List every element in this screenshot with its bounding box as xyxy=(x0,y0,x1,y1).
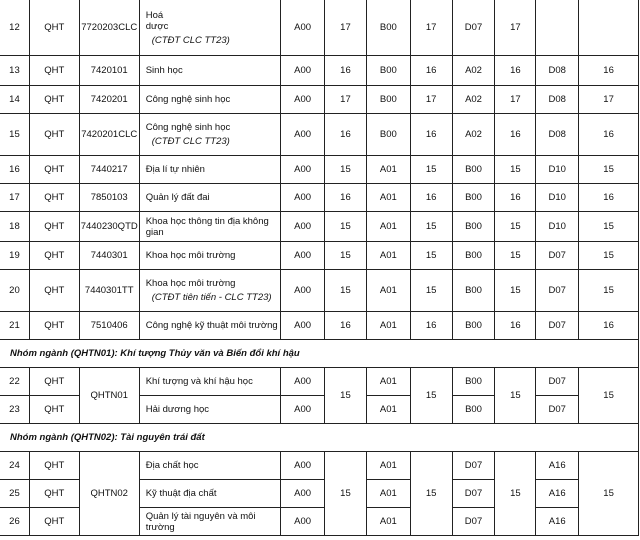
combo-4-cell: D10 xyxy=(536,212,579,242)
school-code-cell: QHT xyxy=(29,86,79,114)
combo-4-cell: A16 xyxy=(536,480,579,508)
stt-cell: 18 xyxy=(0,212,29,242)
combo-4-cell: D07 xyxy=(536,270,579,312)
score-3-cell: 17 xyxy=(495,0,536,56)
score-4-cell: 16 xyxy=(579,56,639,86)
table-row xyxy=(0,156,639,184)
major-name-cell: Quản lý tài nguyên và môi trường xyxy=(139,508,280,536)
combo-1-cell: A00 xyxy=(281,452,325,480)
combo-1-cell: A00 xyxy=(281,86,325,114)
stt-cell: 13 xyxy=(0,56,29,86)
combo-2-cell: A01 xyxy=(366,508,410,536)
score-3-cell: 17 xyxy=(495,86,536,114)
table-row xyxy=(0,0,639,56)
combo-4-cell: D08 xyxy=(536,56,579,86)
score-2-cell: 15 xyxy=(410,156,452,184)
combo-1-cell: A00 xyxy=(281,270,325,312)
group-header-row xyxy=(0,340,639,368)
combo-2-cell: A01 xyxy=(366,452,410,480)
school-code-cell: QHT xyxy=(29,270,79,312)
major-code-cell: 7440301TT xyxy=(79,270,139,312)
score-2-cell: 16 xyxy=(410,56,452,86)
school-code-cell: QHT xyxy=(29,56,79,86)
combo-1-cell: A00 xyxy=(281,184,325,212)
combo-1-cell: A00 xyxy=(281,312,325,340)
school-code-cell: QHT xyxy=(29,212,79,242)
combo-1-cell: A00 xyxy=(281,368,325,396)
score-1-cell: 16 xyxy=(325,114,367,156)
major-code-cell: 7440301 xyxy=(79,242,139,270)
score-1-cell: 16 xyxy=(325,56,367,86)
score-1-cell: 17 xyxy=(325,0,367,56)
major-name-cell: Hải dương học xyxy=(139,396,280,424)
score-1-cell: 15 xyxy=(325,242,367,270)
combo-4-cell: D07 xyxy=(536,396,579,424)
score-3-cell: 16 xyxy=(495,312,536,340)
stt-cell: 26 xyxy=(0,508,29,536)
score-3-cell: 16 xyxy=(495,184,536,212)
major-name-cell xyxy=(139,184,280,212)
score-1-cell: 15 xyxy=(325,270,367,312)
major-code-cell: 7440230QTD xyxy=(79,212,139,242)
major-name-cell xyxy=(139,312,280,340)
score-4-cell: 17 xyxy=(579,86,639,114)
combo-4-cell: A16 xyxy=(536,452,579,480)
stt-cell: 22 xyxy=(0,368,29,396)
combo-2-cell: B00 xyxy=(366,56,410,86)
score-1-cell: 15 xyxy=(325,156,367,184)
score-4-cell: 15 xyxy=(579,242,639,270)
score-4-cell: 15 xyxy=(579,368,639,424)
score-3-cell: 15 xyxy=(495,368,536,424)
score-1-cell: 16 xyxy=(325,184,367,212)
combo-1-cell: A00 xyxy=(281,212,325,242)
major-name-text: Khoa học môi trường xyxy=(145,250,236,261)
combo-4-cell: D08 xyxy=(536,86,579,114)
stt-cell: 15 xyxy=(0,114,29,156)
school-code-cell: QHT xyxy=(29,242,79,270)
combo-3-cell: D07 xyxy=(452,508,495,536)
score-2-cell: 17 xyxy=(410,86,452,114)
major-name-text: Công nghệ kỹ thuật môi trường xyxy=(145,320,278,331)
score-1-cell: 15 xyxy=(325,452,367,536)
score-4-cell: 16 xyxy=(579,114,639,156)
major-name-cell xyxy=(139,242,280,270)
combo-3-cell: D07 xyxy=(452,452,495,480)
table-row xyxy=(0,184,639,212)
score-3-cell: 15 xyxy=(495,242,536,270)
combo-2-cell: A01 xyxy=(366,242,410,270)
program-note: (CTĐT tiên tiến - CLC TT23) xyxy=(151,292,272,303)
combo-2-cell: A01 xyxy=(366,156,410,184)
stt-cell: 20 xyxy=(0,270,29,312)
program-note: (CTĐT CLC TT23) xyxy=(151,136,230,147)
major-name-text: Công nghệ sinh học xyxy=(145,122,231,133)
school-code-cell: QHT xyxy=(29,156,79,184)
stt-cell: 14 xyxy=(0,86,29,114)
score-3-cell: 15 xyxy=(495,212,536,242)
score-3-cell: 15 xyxy=(495,452,536,536)
stt-cell: 23 xyxy=(0,396,29,424)
combo-3-cell: D07 xyxy=(452,0,495,56)
table-row xyxy=(0,56,639,86)
combo-3-cell: B00 xyxy=(452,184,495,212)
major-name-text: Khoa học môi trường xyxy=(145,278,236,289)
stt-cell: 24 xyxy=(0,452,29,480)
school-code-cell: QHT xyxy=(29,396,79,424)
school-code-cell: QHT xyxy=(29,114,79,156)
major-name-cell xyxy=(139,0,280,56)
score-2-cell: 15 xyxy=(410,452,452,536)
score-4-cell: 15 xyxy=(579,212,639,242)
score-4-cell: 16 xyxy=(579,184,639,212)
school-code-cell: QHT xyxy=(29,184,79,212)
group-header-row xyxy=(0,424,639,452)
major-name-cell xyxy=(139,156,280,184)
score-4-cell: 15 xyxy=(579,156,639,184)
major-name-text: Hoá xyxy=(145,9,164,21)
major-name-cell xyxy=(139,56,280,86)
combo-3-cell: A02 xyxy=(452,86,495,114)
score-3-cell: 16 xyxy=(495,56,536,86)
table-row xyxy=(0,242,639,270)
combo-4-cell xyxy=(536,0,579,56)
major-name-text: Khoa học thông tin địa không gian xyxy=(145,215,269,238)
major-name-cell: Khí tượng và khí hậu học xyxy=(139,368,280,396)
major-name-cell: Kỹ thuật địa chất xyxy=(139,480,280,508)
combo-1-cell: A00 xyxy=(281,508,325,536)
combo-4-cell: D08 xyxy=(536,114,579,156)
school-code-cell: QHT xyxy=(29,368,79,396)
combo-2-cell: A01 xyxy=(366,212,410,242)
score-4-cell xyxy=(579,0,639,56)
table-row xyxy=(0,270,639,312)
major-code-cell: 7420101 xyxy=(79,56,139,86)
major-name-cell xyxy=(139,114,280,156)
major-name-text: Địa lí tự nhiên xyxy=(145,164,205,175)
score-2-cell: 15 xyxy=(410,368,452,424)
major-name-cell xyxy=(139,270,280,312)
combo-4-cell: D07 xyxy=(536,368,579,396)
score-1-cell: 15 xyxy=(325,212,367,242)
combo-4-cell: D07 xyxy=(536,242,579,270)
combo-2-cell: B00 xyxy=(366,86,410,114)
score-1-cell: 15 xyxy=(325,368,367,424)
score-2-cell: 16 xyxy=(410,184,452,212)
score-2-cell: 16 xyxy=(410,312,452,340)
combo-4-cell: A16 xyxy=(536,508,579,536)
program-note: (CTĐT CLC TT23) xyxy=(151,34,230,46)
score-2-cell: 16 xyxy=(410,114,452,156)
score-4-cell: 16 xyxy=(579,312,639,340)
combo-3-cell: D07 xyxy=(452,480,495,508)
table-row xyxy=(0,312,639,340)
school-code-cell: QHT xyxy=(29,480,79,508)
score-3-cell: 15 xyxy=(495,156,536,184)
combo-2-cell: A01 xyxy=(366,368,410,396)
combo-1-cell: A00 xyxy=(281,156,325,184)
score-2-cell: 15 xyxy=(410,270,452,312)
major-name-text-line2: dược xyxy=(145,20,169,32)
combo-1-cell: A00 xyxy=(281,114,325,156)
stt-cell: 19 xyxy=(0,242,29,270)
table-row xyxy=(0,86,639,114)
major-name-text: Sinh học xyxy=(145,65,183,76)
combo-4-cell: D07 xyxy=(536,312,579,340)
major-name-text: Công nghệ sinh học xyxy=(145,94,231,105)
combo-3-cell: B00 xyxy=(452,212,495,242)
major-code-cell: 7510406 xyxy=(79,312,139,340)
combo-3-cell: B00 xyxy=(452,396,495,424)
combo-1-cell: A00 xyxy=(281,480,325,508)
combo-2-cell: A01 xyxy=(366,480,410,508)
stt-cell: 12 xyxy=(0,0,29,56)
combo-3-cell: A02 xyxy=(452,114,495,156)
stt-cell: 17 xyxy=(0,184,29,212)
combo-3-cell: B00 xyxy=(452,156,495,184)
combo-3-cell: A02 xyxy=(452,56,495,86)
combo-1-cell: A00 xyxy=(281,242,325,270)
combo-2-cell: A01 xyxy=(366,312,410,340)
school-code-cell: QHT xyxy=(29,452,79,480)
score-1-cell: 16 xyxy=(325,312,367,340)
combo-1-cell: A00 xyxy=(281,56,325,86)
major-name-cell xyxy=(139,212,280,242)
table-row xyxy=(0,452,639,480)
combo-1-cell: A00 xyxy=(281,396,325,424)
major-name-text: Quản lý đất đai xyxy=(145,192,210,203)
school-code-cell: QHT xyxy=(29,312,79,340)
combo-3-cell: B00 xyxy=(452,312,495,340)
school-code-cell: QHT xyxy=(29,0,79,56)
major-name-cell xyxy=(139,86,280,114)
score-2-cell: 15 xyxy=(410,242,452,270)
combo-3-cell: B00 xyxy=(452,242,495,270)
combo-1-cell: A00 xyxy=(281,0,325,56)
major-code-cell: 7440217 xyxy=(79,156,139,184)
combo-2-cell: B00 xyxy=(366,0,410,56)
combo-4-cell: D10 xyxy=(536,184,579,212)
stt-cell: 21 xyxy=(0,312,29,340)
major-name-cell: Địa chất học xyxy=(139,452,280,480)
combo-4-cell: D10 xyxy=(536,156,579,184)
score-2-cell: 17 xyxy=(410,0,452,56)
group-title: Nhóm ngành (QHTN02): Tài nguyên trái đất xyxy=(0,424,639,452)
stt-cell: 16 xyxy=(0,156,29,184)
combo-3-cell: B00 xyxy=(452,270,495,312)
group-title: Nhóm ngành (QHTN01): Khí tượng Thủy văn và Biến đổi khí hậu xyxy=(0,340,639,368)
combo-2-cell: A01 xyxy=(366,270,410,312)
school-code-cell: QHT xyxy=(29,508,79,536)
score-3-cell: 16 xyxy=(495,114,536,156)
table-row xyxy=(0,368,639,396)
table-row xyxy=(0,212,639,242)
major-code-cell: 7420201 xyxy=(79,86,139,114)
score-4-cell: 15 xyxy=(579,452,639,536)
combo-3-cell: B00 xyxy=(452,368,495,396)
combo-2-cell: A01 xyxy=(366,184,410,212)
score-4-cell: 15 xyxy=(579,270,639,312)
major-code-cell: 7420201CLC xyxy=(79,114,139,156)
major-code-cell: 7720203CLC xyxy=(79,0,139,56)
major-code-cell: 7850103 xyxy=(79,184,139,212)
major-code-cell: QHTN01 xyxy=(79,368,139,424)
score-2-cell: 15 xyxy=(410,212,452,242)
score-3-cell: 15 xyxy=(495,270,536,312)
combo-2-cell: A01 xyxy=(366,396,410,424)
combo-2-cell: B00 xyxy=(366,114,410,156)
score-1-cell: 17 xyxy=(325,86,367,114)
stt-cell: 25 xyxy=(0,480,29,508)
major-code-cell: QHTN02 xyxy=(79,452,139,536)
table-row xyxy=(0,114,639,156)
